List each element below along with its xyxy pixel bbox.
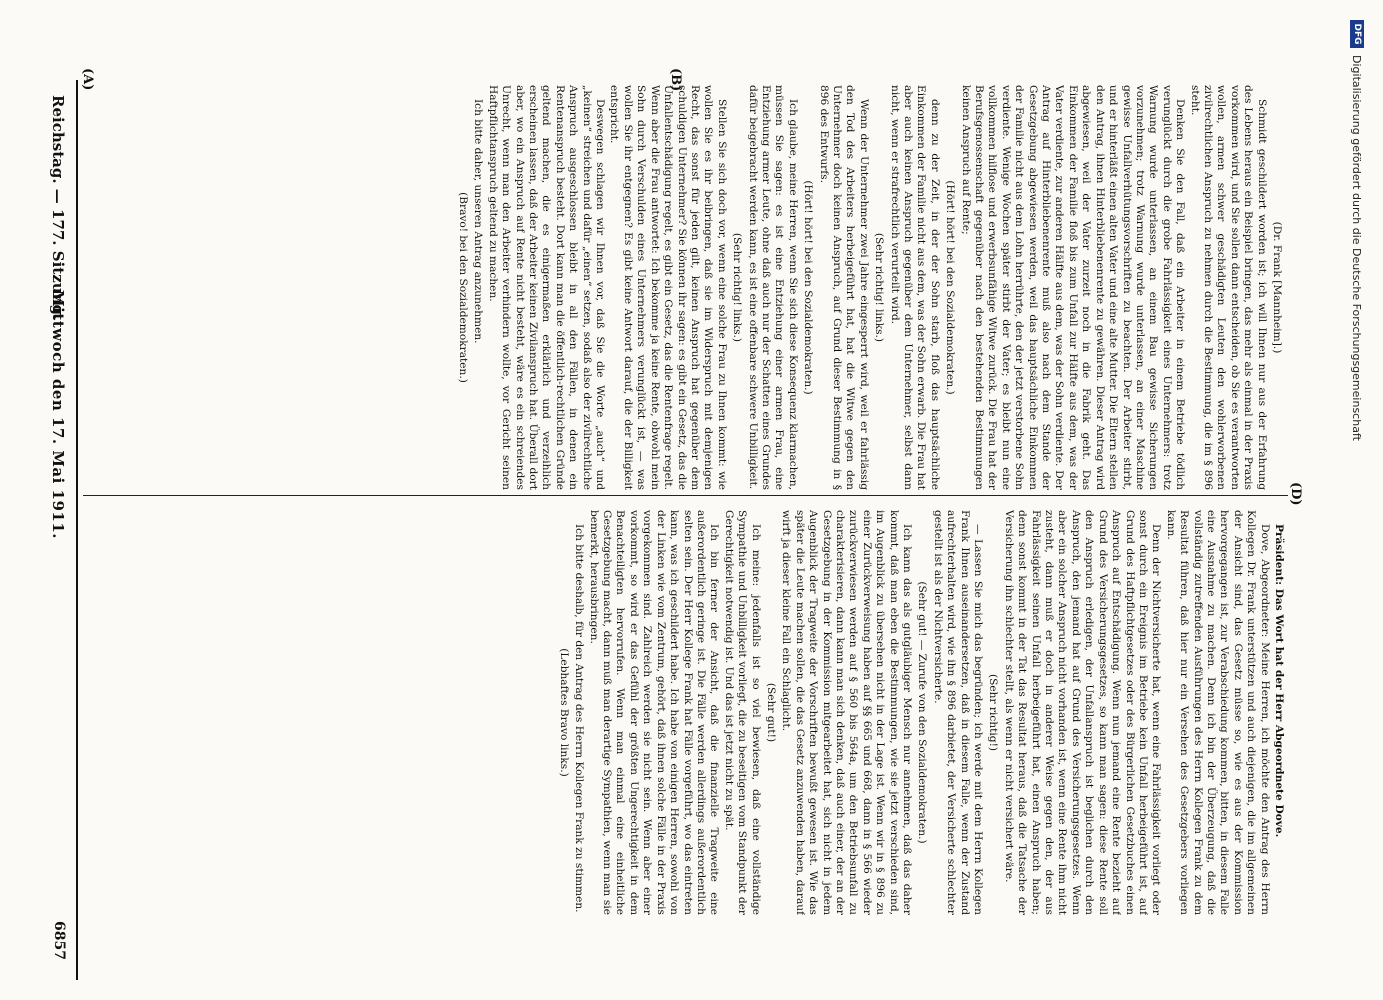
paragraph: Ich meine: jedenfalls ist so viel bewiesen, daß eine vollständige Sympathie und Unbilligkeit vorliegt, die zu beseitigen vom Standpunkt der Gerechtigkeit notwendig ist. Und das ist jetzt nicht zu spät.: [722, 510, 762, 915]
interjection: (Hört! hört! bei den Sozialdemokraten.): [944, 180, 957, 395]
page-number: 6857: [51, 921, 67, 960]
paragraph: Ich bitte deshalb, für den Antrag des Herrn Kollegen Frank zu stimmen.: [573, 524, 586, 913]
interjection: (Lebhaftes Bravo links.): [557, 648, 570, 777]
paragraph: Ich bin ferner der Ansicht, daß die finanzielle Tragweite eine außerordentlich geringe ist. Die Fälle werden allerdings außerordentlich selten sein. Der Herr Kollege Frank hat Fälle vorgeführt, wo das eintreten kann, was ich geschildert habe. Ich habe von einigen Herren, sowohl von der Linken wie vom Zentrum, gehört, daß ihnen solche Fälle in der Praxis vorgekommen sind. Zahlreich werden sie nicht sein. Wenn aber einer vorkommt, so wird er das Gefühl der größten Ungerechtigkeit in dem Benachteiligten hervorrufen. Wenn man einmal eine einheitliche Gesetzgebung macht, dann muß man derartige Sympathien, wenn man sie bemerkt, herausbringen.: [587, 510, 721, 915]
margin-marker-a: (A): [80, 68, 95, 91]
paragraph: Stellen Sie sich doch vor, wenn eine solche Frau zu Ihnen kommt: wie wollen Sie es ihr beibringen, daß sie im Widerspruch mit demjenigen Recht, das sonst für jeden gilt, keinen Anspruch hat gegenüber dem schuldigen Unternehmer? Sie können ihr sagen: es gibt ein Gesetz, das die Unfallentschädigung regelt, es gibt ein Gesetz, das die Rentenfrage regelt. Wenn aber die Frau antwortet: Ich bekomme ja keine Rente, obwohl mein Sohn durch Verschulden eines Unternehmers verunglückt ist, — was wollen Sie ihr entgegnen? Es gibt keine Antwort darauf, die der Billigkeit entspricht.: [608, 85, 728, 490]
header-date: Mittwoch den 17. Mai 1911.: [49, 290, 67, 540]
interjection: (Sehr gut!): [764, 682, 777, 743]
page-header: [41, 0, 71, 1000]
digitization-credit: [1347, 0, 1365, 1000]
left-column: [80, 85, 1285, 490]
credit-text: Digitalisierung gefördert durch die Deutsche Forschungsgemeinschaft: [1350, 55, 1363, 441]
interjection: (Sehr richtig! links.): [873, 232, 886, 343]
paragraph: — Lassen Sie mich das begründen; ich werde mit dem Herrn Kollegen Frank Ihnen auseinandersetzen, daß in diesem Falle, wenn der Zustand aufrechterhalten wird, wie ihn § 896 darbietet, der Versicherte schlechter gestellt ist als der Nichtversicherte.: [931, 510, 985, 915]
header-rule: [76, 80, 78, 980]
interjection: (Sehr richtig! links.): [731, 232, 744, 343]
interjection: (Sehr richtig!): [987, 674, 1000, 751]
paragraph: Denken Sie den Fall, daß ein Arbeiter in einem Betriebe tödlich verunglückt durch die grobe Fahrlässigkeit eines Unternehmers: trotz Warnung wurde unterlassen, an einem Bau gewisse Sicherungen vorzunehmen; trotz Warnung wurde unterlassen, an einer Maschine gewisse Unfallverhütungsvorschriften zu beachten. Der Arbeiter stirbt, und er hinterläßt einen alten Vater und eine alte Mutter. Die Eltern stellen den Antrag, ihnen Hinterbliebenenrente zu gewähren. Dieser Antrag wird abgewiesen, weil der Vater zurzeit noch in die Fabrik geht. Das Einkommen der Familie floß bis zum Unfall zur Hälfte aus dem, was der Vater verdiente, zur anderen Hälfte aus dem, was der Sohn verdiente. Der Antrag auf Hinterbliebenenrente muß also nach dem Stande der Gesetzgebung abgewiesen werden, weil das hauptsächliche Einkommen der Familie nicht aus dem Lohn herrührte, den der jetzt verstorbene Sohn verdiente. Wenige Wochen später stirbt der Vater; es bleibt nun eine vollkommen hilflose und erwerbsunfähige Witwe zurück. Die Frau hat der Berufsgenossenschaft gegenüber nach den bestehenden Bestimmungen keinen Anspruch auf Rente;: [959, 85, 1187, 490]
paragraph: Ich kann das als gutgläubiger Mensch nur annehmen, daß das daher kommt, daß man eben die Bestimmungen, wie sie jetzt verschieden sind, im Augenblick zu übersehen nicht in der Lage ist. Wenn wir in § 896 zu einer Zurückverweisung haben auf §§ 665 und 668, dann in § 566 wieder zurückverwiesen werden auf § 560 bis 564a, um den Betriebsunfall zu charakterisieren, dann kann man sich denken, daß auch einer, der an der Gesetzgebung in der Kommission mitgearbeitet hat, sich nicht in jedem Augenblick der Tragweite der Vorschriften bewußt gewesen ist. Wie das später die Leute machen sollen, die das Gesetz anzuwenden haben, darauf wirft ja dieser kleine Fall ein Schlaglicht.: [780, 510, 914, 915]
column-divider: [83, 495, 1288, 496]
president-line: Präsident: Das Wort hat der Herr Abgeordnete Dove.: [1273, 524, 1285, 838]
paragraph: Dove, Abgeordneter: Meine Herren, ich möchte den Antrag des Herrn Kollegen Dr. Frank unterstützen und auch diejenigen, die im allgemeinen der Ansicht sind, das Gesetz müsse so, wie es aus der Kommission hervorgegangen ist, zur Verabschiedung kommen, bitten, in diesem Falle eine Ausnahme zu machen. Denn ich bin der Überzeugung, daß die vollständig zutreffenden Ausführungen des Herrn Kollegen Frank zu dem Resultat führen, daß hier nur ein Versehen des Gesetzgebers vorliegen kann.: [1164, 510, 1271, 915]
margin-marker-b: (B): [668, 68, 683, 92]
paragraph: Schmidt geschildert worden ist; ich will Ihnen nur aus der Erfahrung des Lebens heraus ein Beispiel bringen, das mehr als einmal in der Praxis vorkommen wird, und Sie sollen dann entscheiden, ob Sie es verantworten wollen, armen schwer geschädigten Leuten den wohlerworbenen zivilrechtlichen Anspruch zu nehmen durch die Bestimmung, die im § 896 steht.: [1188, 85, 1268, 490]
paragraph: Ich bitte daher, unseren Antrag anzunehmen.: [472, 99, 485, 344]
interjection: (Sehr gut! — Zurufe von den Sozialdemokraten.): [916, 581, 929, 844]
paragraph: Wenn der Unternehmer zwei Jahre eingesperrt wird, weil er fahrlässig den Tod des Arbeiters herbeigeführt hat, hat die Witwe gegen den Unternehmer doch keinen Anspruch, auf Grund dieser Bestimmung in § 896 des Entwurfs.: [817, 85, 870, 490]
paragraph: Ich glaube, meine Herren, wenn Sie sich diese Konsequenz klarmachen, müssen Sie sagen: es ist eine Entziehung einer armen Frau, eine Entziehung armer Leute, ohne daß auch nur der Schatten eines Grundes dafür beigebracht werden kann, es ist eine offenbare schwere Unbilligkeit.: [746, 85, 799, 490]
paragraph: Denn der Nichtversicherte hat, wenn eine Fahrlässigkeit vorliegt oder sonst durch ein Ereignis im Betriebe kein Unfall herbeigeführt ist, auf Grund des Haftpflichtgesetzes oder des Bürgerlichen Gesetzbuches einen Anspruch auf Entschädigung. Wenn nun jemand eine Rente bezieht auf Grund des Versicherungsgesetzes, so kann man sagen: diese Rente soll den Anspruch erledigen, der Unfallanspruch ist beglichen durch den Anspruch, den jemand hat auf Grund des Versicherungsgesetzes. Wenn aber ein solcher Anspruch nicht vorhanden ist, wenn eine Rente ihm nicht zusteht, dann muß er doch in anderer Weise gegen den, der aus Fahrlässigkeit seinen Unfall herbeigeführt hat, einen Anspruch haben; denn sonst kommt in der Tat das Resultat heraus, daß die Tatsache der Versicherung ihn schlechter stellt, als wenn er nicht versichert wäre.: [1002, 510, 1163, 915]
right-column: [80, 510, 1285, 915]
dfg-logo: DFG: [1350, 20, 1364, 48]
paragraph: Deswegen schlagen wir Ihnen vor, daß Sie die Worte „auch“ und „keinen“ streichen und dafür „einen“ setzen, sodaß also der zivilrechtliche Anspruch ausgeschlossen bleibt in all den Fällen, in denen ein Rentenanspruch besteht. Dort kann man die öffentlich-rechtlichen Gründe geltend machen, die es einigermaßen erklärlich und verzeihlich erscheinen lassen, daß der Arbeiter keinen Zivilanspruch hat. Überall dort aber, wo ein Anspruch auf Rente nicht besteht, wäre es ein schreiendes Unrecht, wenn man den Arbeiter verhindern wollte, vor Gericht seinen Haftpflichtanspruch geltend zu machen.: [486, 85, 607, 490]
paragraph: denn zu der Zeit, in der der Sohn starb, floß das hauptsächliche Einkommen der Familie nicht aus dem, was der Sohn erwarb. Die Frau hat aber auch keinen Anspruch gegenüber dem Unternehmer, selbst dann nicht, wenn er strafrechtlich verurteilt wird.: [888, 85, 941, 490]
speaker-line: (Dr. Frank [Mannheim].): [1271, 221, 1283, 354]
margin-marker-d: (D): [1288, 482, 1303, 506]
header-left: Reichstag. — 177. Sitzung.: [49, 95, 67, 321]
interjection: (Hört! hört! bei den Sozialdemokraten.): [802, 180, 815, 395]
interjection: (Bravo! bei den Sozialdemokraten.): [457, 192, 470, 383]
